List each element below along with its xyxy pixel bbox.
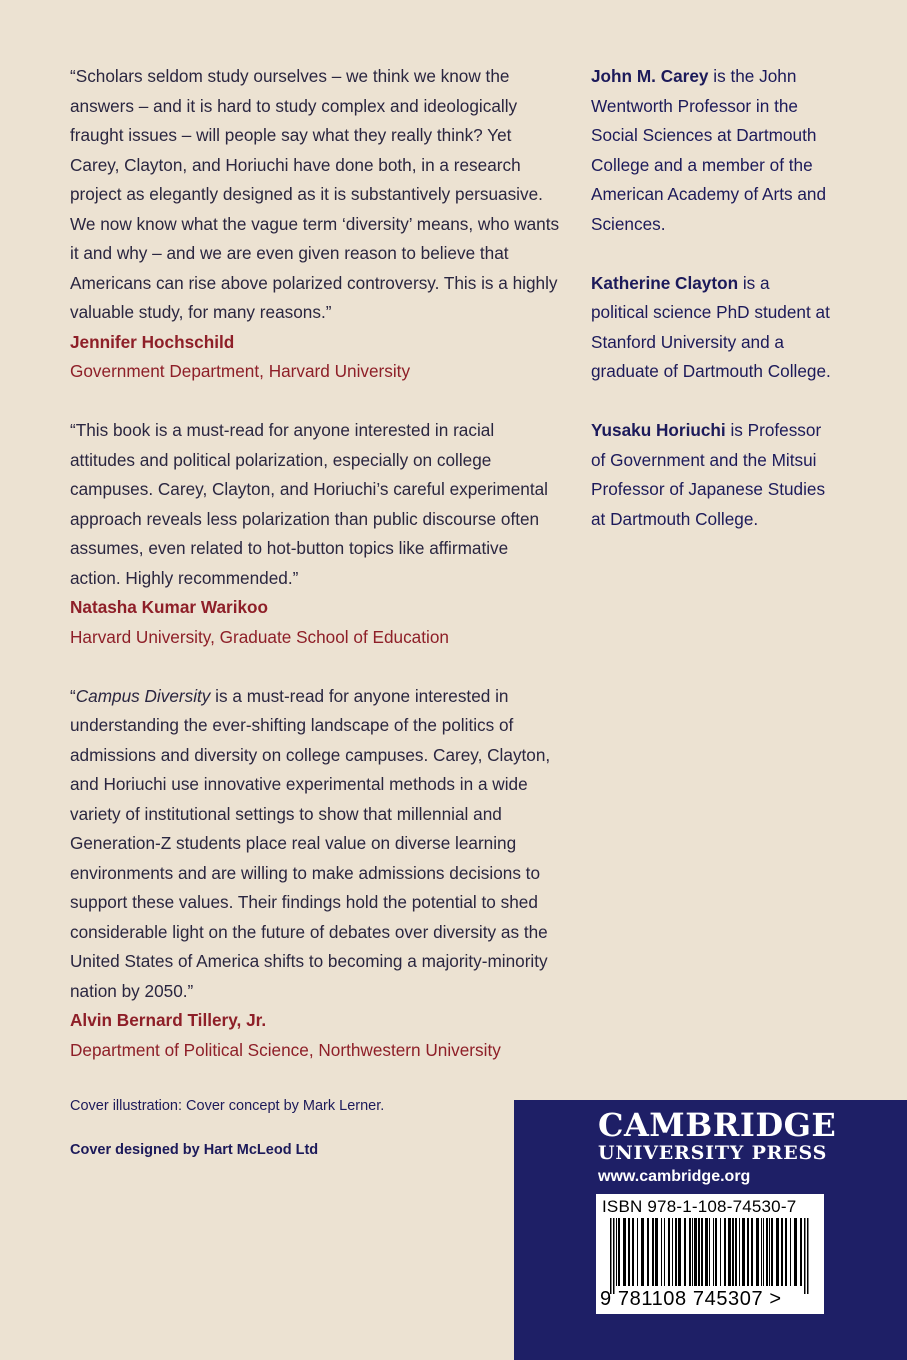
barcode-bar bbox=[751, 1218, 753, 1286]
barcode-bar bbox=[713, 1218, 714, 1286]
barcode-bar bbox=[701, 1218, 703, 1286]
barcode-bar bbox=[610, 1218, 612, 1294]
barcode-bar bbox=[613, 1218, 615, 1294]
barcode-bar bbox=[807, 1218, 809, 1294]
barcode-bar bbox=[661, 1218, 662, 1286]
endorser-name: Natasha Kumar Warikoo bbox=[70, 597, 269, 617]
cover-credits bbox=[70, 1094, 384, 1182]
barcode-bar bbox=[715, 1218, 717, 1286]
barcode-bar bbox=[776, 1218, 779, 1286]
barcode-bar bbox=[763, 1218, 764, 1286]
barcode-bar bbox=[761, 1218, 762, 1286]
endorsement-3 bbox=[70, 682, 560, 1066]
barcode-bar bbox=[637, 1218, 638, 1286]
author-name: Katherine Clayton bbox=[591, 272, 739, 293]
barcode-bar bbox=[675, 1218, 677, 1286]
barcode-bar bbox=[800, 1218, 802, 1286]
publisher-panel bbox=[514, 1100, 907, 1360]
barcode-bar bbox=[694, 1218, 697, 1286]
barcode-bar bbox=[781, 1218, 783, 1286]
barcode-bar bbox=[623, 1218, 626, 1286]
book-title-italic: Campus Diversity bbox=[75, 685, 211, 706]
author-bio-text: is the John Wentworth Professor in the Social Sciences at Dartmouth College and a member of the American Academy of Arts and Sciences. bbox=[591, 66, 827, 234]
barcode-bar bbox=[769, 1218, 770, 1286]
barcode-bar bbox=[692, 1218, 693, 1286]
barcode-bar bbox=[732, 1218, 734, 1286]
barcode-digits: 9 781108 745307 > bbox=[600, 1288, 782, 1310]
barcode-bar bbox=[724, 1218, 726, 1286]
barcode-bar bbox=[618, 1218, 620, 1286]
barcode-bar bbox=[739, 1218, 740, 1286]
cover-illustration-credit: Cover illustration: Cover concept by Mark Lerner. bbox=[70, 1098, 385, 1114]
isbn-barcode bbox=[596, 1194, 824, 1314]
endorsements bbox=[70, 62, 560, 1095]
author-bio bbox=[591, 269, 831, 387]
barcode-bar bbox=[664, 1218, 665, 1286]
author-bio-text: is Professor of Government and the Mitsui Professor of Japanese Studies at Dartmouth College. bbox=[591, 420, 826, 529]
barcode-bar bbox=[728, 1218, 731, 1286]
barcode-bar bbox=[678, 1218, 681, 1286]
barcode-bar bbox=[616, 1218, 617, 1286]
barcode-bar bbox=[756, 1218, 759, 1286]
author-name: Yusaku Horiuchi bbox=[591, 420, 726, 440]
endorser-affiliation: Government Department, Harvard University bbox=[70, 361, 411, 381]
endorser-affiliation: Department of Political Science, Northwestern University bbox=[70, 1039, 501, 1060]
cover-design-credit: Cover designed by Hart McLeod Ltd bbox=[70, 1142, 319, 1158]
barcode-bar bbox=[655, 1218, 658, 1286]
barcode-bar bbox=[804, 1218, 806, 1294]
barcode-bar bbox=[742, 1218, 745, 1286]
barcode-bar bbox=[647, 1218, 649, 1286]
barcode-bar bbox=[652, 1218, 654, 1286]
barcode-bar bbox=[794, 1218, 797, 1286]
author-bios bbox=[591, 62, 831, 564]
barcode-bar bbox=[668, 1218, 670, 1286]
publisher-url: www.cambridge.org bbox=[598, 1168, 751, 1185]
publisher-logo-subtitle: UNIVERSITY PRESS bbox=[598, 1142, 828, 1164]
endorser-name: Jennifer Hochschild bbox=[70, 331, 235, 352]
author-name: John M. Carey bbox=[591, 66, 709, 86]
author-bio-text: is a political science PhD student at Stanford University and a graduate of Dartmouth College. bbox=[591, 272, 831, 381]
barcode-bar bbox=[689, 1218, 691, 1286]
endorser-name: Alvin Bernard Tillery, Jr. bbox=[70, 1010, 267, 1030]
endorsement-quote: “Scholars seldom study ourselves – we think we know the answers – and it is hard to study complex and ideologically fraught issues – will people say what they really think? Yet Carey, Clayton, and Horiuchi have done both, in a research project as elegantly designed as it is substantively persuasive. We now know what the vague term ‘diversity’ means, who wants it and why – and we are even given reason to believe that Americans can rise above polarized controversy. This is a highly valuable study, for many reasons.” bbox=[70, 66, 560, 322]
barcode-bar bbox=[747, 1218, 749, 1286]
barcode-bar bbox=[684, 1218, 686, 1286]
barcode-bar bbox=[766, 1218, 768, 1286]
barcode-bar bbox=[632, 1218, 634, 1286]
author-bio bbox=[591, 62, 831, 239]
endorsement-1 bbox=[70, 62, 560, 387]
isbn-label: ISBN 978-1-108-74530-7 bbox=[602, 1197, 797, 1216]
barcode-bar bbox=[698, 1218, 700, 1286]
barcode-bar bbox=[735, 1218, 737, 1286]
endorsement-quote: “This book is a must-read for anyone interested in racial attitudes and political polarization, especially on college campuses. Carey, Clayton, and Horiuchi’s careful experimental approach reveals less polarization than public discourse often assumes, even related to hot-button topics like affirmative action. Highly recommended.” bbox=[70, 420, 548, 588]
barcode-bar bbox=[790, 1218, 791, 1286]
barcode-bar bbox=[672, 1218, 673, 1286]
barcode-bar bbox=[641, 1218, 644, 1286]
endorsement-2 bbox=[70, 416, 560, 652]
endorsement-quote: “Campus Diversity is a must-read for anyone interested in understanding the ever-shifting landscape of the politics of admissions and diversity on college campuses. Carey, Clayton, and Horiuchi use innovative experimental methods in a wide variety of institutional settings to show that millennial and Generation-Z students place real value on diverse learning environments and are willing to make admissions decisions to support these values. Their findings hold the potential to shed considerable light on the future of debates over diversity as the United States of America shifts to becoming a majority-minority nation by 2050.” bbox=[70, 685, 551, 1001]
barcode-bar bbox=[720, 1218, 721, 1286]
barcode-bar bbox=[771, 1218, 773, 1286]
barcode-bar bbox=[628, 1218, 630, 1286]
barcode-bar bbox=[709, 1218, 710, 1286]
endorser-affiliation: Harvard University, Graduate School of Education bbox=[70, 626, 449, 647]
barcode-bar bbox=[705, 1218, 708, 1286]
author-bio bbox=[591, 416, 831, 534]
publisher-logo-name: CAMBRIDGE bbox=[598, 1106, 837, 1144]
barcode-bar bbox=[785, 1218, 787, 1286]
